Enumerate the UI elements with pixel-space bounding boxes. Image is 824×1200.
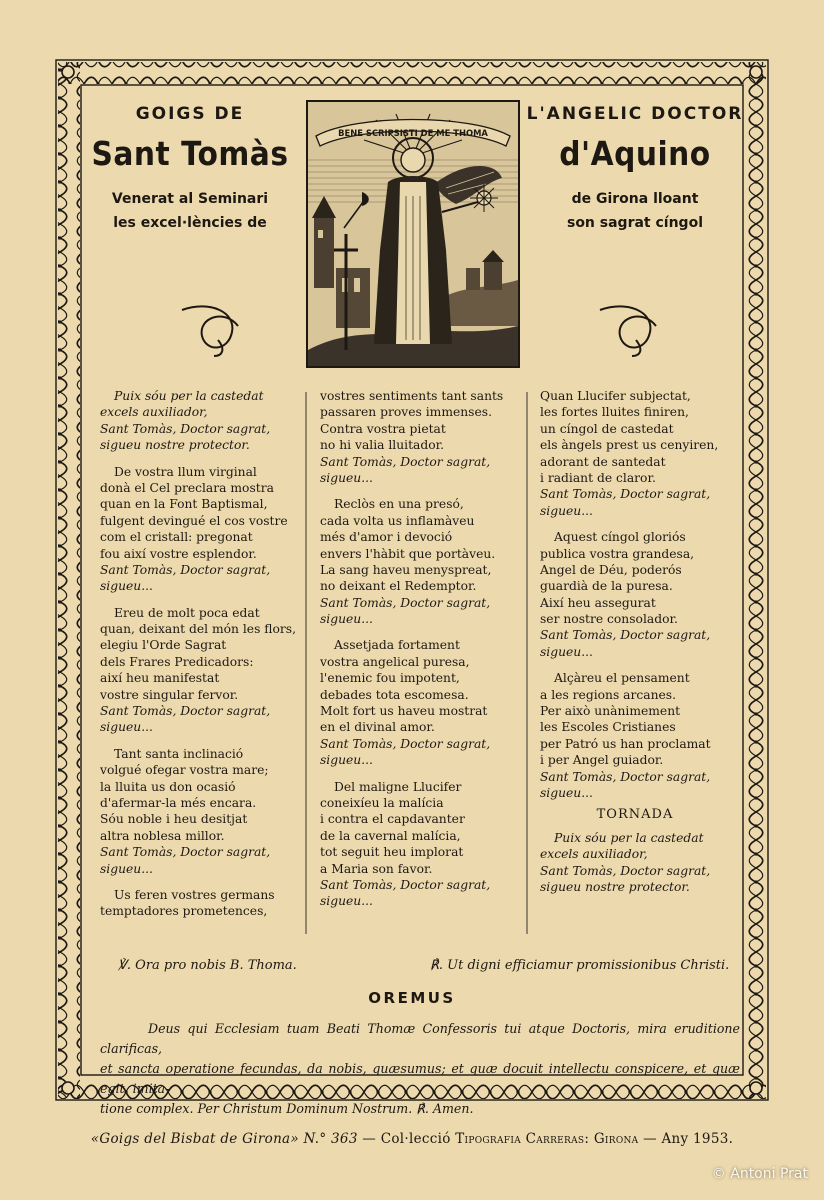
verse-line: quan, deixant del món les flors, (100, 622, 296, 637)
refrain-line: sigueu... (100, 861, 153, 876)
refrain-line: Sant Tomàs, Doctor sagrat, (540, 769, 711, 784)
refrain-line: sigueu... (100, 720, 153, 735)
verse-line: tot seguit heu implorat (320, 845, 464, 860)
verse-line: Ereu de molt poca edat (114, 605, 260, 620)
verse-line: per Patró us han proclamat (540, 736, 711, 751)
verse-line: Angel de Déu, poderós (540, 562, 682, 577)
verse-line: Aquest cíngol gloriós (554, 530, 686, 545)
refrain-line: Sant Tomàs, Doctor sagrat, (540, 628, 711, 643)
oremus-prayer (100, 1019, 740, 1119)
verse-line: l'enemic fou impotent, (320, 671, 460, 686)
oremus-heading: OREMUS (368, 989, 456, 1007)
refrain-line: sigueu... (320, 612, 373, 627)
refrain-line: Sant Tomàs, Doctor sagrat, (100, 845, 271, 860)
verse-line: Puix sóu per la castedat (554, 830, 704, 845)
publication-footer (0, 1131, 824, 1147)
verse-column-3 (540, 388, 730, 895)
refrain-line: sigueu... (320, 894, 373, 909)
verse-line: Quan Llucifer subjectat, (540, 389, 691, 403)
verse-line: La sang haveu menyspreat, (320, 562, 492, 577)
verse-line: i radiant de claror. (540, 470, 656, 485)
verse-line: a Maria son favor. (320, 861, 433, 876)
verse-line: excels auxiliador, (100, 405, 208, 420)
verse-line: Així heu assegurat (540, 595, 656, 610)
verse-line: Puix sóu per la castedat (114, 389, 264, 403)
verse-line: coneixíeu la malícia (320, 795, 444, 810)
verse-line: no hi valia lluitador. (320, 438, 445, 453)
verse-line: les fortes lluites finiren, (540, 405, 689, 420)
verse-column-2 (320, 388, 510, 910)
refrain-line: sigueu... (540, 644, 593, 659)
verse-line: Molt fort us haveu mostrat (320, 704, 488, 719)
footer-year: — Any 1953. (638, 1131, 734, 1147)
verse-line: sigueu nostre protector. (540, 879, 690, 894)
verse-line: debades tota escomesa. (320, 687, 469, 702)
photo-credit: © Antoni Prat (711, 1166, 808, 1182)
verse-line: guardià de la puresa. (540, 579, 673, 594)
left-flourish (182, 306, 238, 356)
verse-line: vostra angelical puresa, (320, 654, 470, 669)
verse-line: Reclòs en una presó, (334, 497, 464, 512)
verse-column-1 (100, 388, 296, 920)
refrain-line: Sant Tomàs, Doctor sagrat, (540, 487, 711, 502)
verse-line: vostre singular fervor. (100, 687, 239, 702)
verse-line: Contra vostra pietat (320, 421, 446, 436)
verse-line: adorant de santedat (540, 454, 666, 469)
verse-line: elegiu l'Orde Sagrat (100, 638, 227, 653)
verse-line: Alçàreu el pensament (554, 671, 690, 686)
refrain-line: sigueu... (320, 470, 373, 485)
verse-line: i contra el capdavanter (320, 812, 465, 827)
verse-line: sigueu nostre protector. (100, 438, 250, 453)
verse-line: Us feren vostres germans (114, 887, 275, 902)
title-right-block (520, 100, 750, 235)
verse-line: ser nostre consolador. (540, 612, 678, 627)
subtitle-left-2: les excel·lències de (113, 215, 267, 231)
woodcut-banner-text: BENE SCRIPSISTI DE ME THOMA (338, 128, 488, 138)
refrain-line: Sant Tomàs, Doctor sagrat, (320, 736, 491, 751)
verse-line: així heu manifestat (100, 671, 220, 686)
verse-line: més d'amor i devoció (320, 530, 453, 545)
verse-line: temptadores prometences, (100, 904, 268, 919)
verse-line: fulgent devingué el cos vostre (100, 513, 288, 528)
verse-line: vostres sentiments tant sants (320, 389, 504, 403)
versicle-text: ℣. Ora pro nobis B. Thoma. (118, 958, 297, 973)
refrain-line: sigueu... (320, 753, 373, 768)
refrain-line: Sant Tomàs, Doctor sagrat, (320, 454, 491, 469)
response-text: ℟. Ut digni efficiamur promissionibus Christi. (430, 958, 730, 973)
verse-line: volgué ofegar vostra mare; (100, 763, 269, 778)
right-flourish (600, 306, 656, 356)
verse-line: publica vostra grandesa, (540, 546, 695, 561)
footer-printer: Tipografia Carreras: Girona (455, 1131, 639, 1147)
verse-line: i per Angel guiador. (540, 753, 664, 768)
tornada-heading: TORNADA (596, 807, 674, 823)
footer-series: «Goigs del Bisbat de Girona» N.° 363 (90, 1131, 358, 1147)
refrain-line: Sant Tomàs, Doctor sagrat, (100, 704, 271, 719)
verse-line: envers l'hàbit que portàveu. (320, 546, 496, 561)
verse-line: dels Frares Predicadors: (100, 654, 254, 669)
verse-line: Sóu noble i heu desitjat (100, 812, 248, 827)
verse-line: de la cavernal malícia, (320, 828, 461, 843)
verse-line: fou així vostre esplendor. (100, 546, 257, 561)
title-goigs-de: GOIGS DE (135, 104, 245, 124)
title-daquino: d'Aquino (559, 134, 711, 173)
verse-line: no deixant el Redemptor. (320, 579, 477, 594)
verse-line: un cíngol de castedat (540, 421, 674, 436)
verse-line: els àngels prest us cenyiren, (540, 438, 719, 453)
refrain-line: sigueu... (540, 785, 593, 800)
title-sant-tomas: Sant Tomàs (91, 134, 289, 173)
verse-line: la lluita us don ocasió (100, 779, 236, 794)
subtitle-right-2: son sagrat cíngol (566, 215, 703, 231)
verse-line: cada volta us inflamàveu (320, 513, 475, 528)
refrain-line: sigueu... (540, 503, 593, 518)
verse-line: Del maligne Llucifer (334, 779, 462, 794)
verse-line: en el divinal amor. (320, 720, 435, 735)
verse-line: a les regions arcanes. (540, 687, 677, 702)
verse-line: altra noblesa millor. (100, 828, 225, 843)
verse-line: Sant Tomàs, Doctor sagrat, (540, 863, 711, 878)
refrain-line: Sant Tomàs, Doctor sagrat, (320, 595, 491, 610)
verse-line: d'afermar-la més encara. (100, 795, 257, 810)
verse-line: les Escoles Cristianes (540, 720, 676, 735)
verse-line: com el cristall: pregonat (100, 530, 253, 545)
prayer-line: tione complex. Per Christum Dominum Nostrum. ℟. Amen. (100, 1101, 474, 1116)
refrain-line: sigueu... (100, 579, 153, 594)
verse-line: quan en la Font Baptismal, (100, 497, 268, 512)
verse-line: excels auxiliador, (540, 847, 648, 862)
saint-thomas-woodcut (306, 100, 520, 368)
prayer-line: et sancta operatione fecundas, da nobis, quæsumus; et quæ docuit intellectu conspicere, et quæ egit. imita- (100, 1061, 740, 1096)
title-left-block (75, 100, 305, 235)
subtitle-right-1: de Girona lloant (571, 191, 699, 207)
verse-line: Tant santa inclinació (114, 746, 244, 761)
refrain-line: Sant Tomàs, Doctor sagrat, (320, 877, 491, 892)
prayer-line: Deus qui Ecclesiam tuam Beati Thomæ Confessoris tui atque Doctoris, mira eruditione clarificas, (100, 1021, 740, 1056)
refrain-line: Sant Tomàs, Doctor sagrat, (100, 562, 271, 577)
verse-line: De vostra llum virginal (114, 464, 257, 479)
footer-collection: — Col·lecció (357, 1131, 456, 1147)
verse-line: passaren proves immenses. (320, 405, 492, 420)
verse-line: Per això unànimement (540, 704, 681, 719)
verse-line: Sant Tomàs, Doctor sagrat, (100, 421, 271, 436)
verse-line: Assetjada fortament (334, 638, 460, 653)
subtitle-left-1: Venerat al Seminari (111, 191, 269, 207)
verse-line: donà el Cel preclara mostra (100, 480, 274, 495)
title-angelic-doctor: L'ANGELIC DOCTOR (526, 104, 744, 124)
